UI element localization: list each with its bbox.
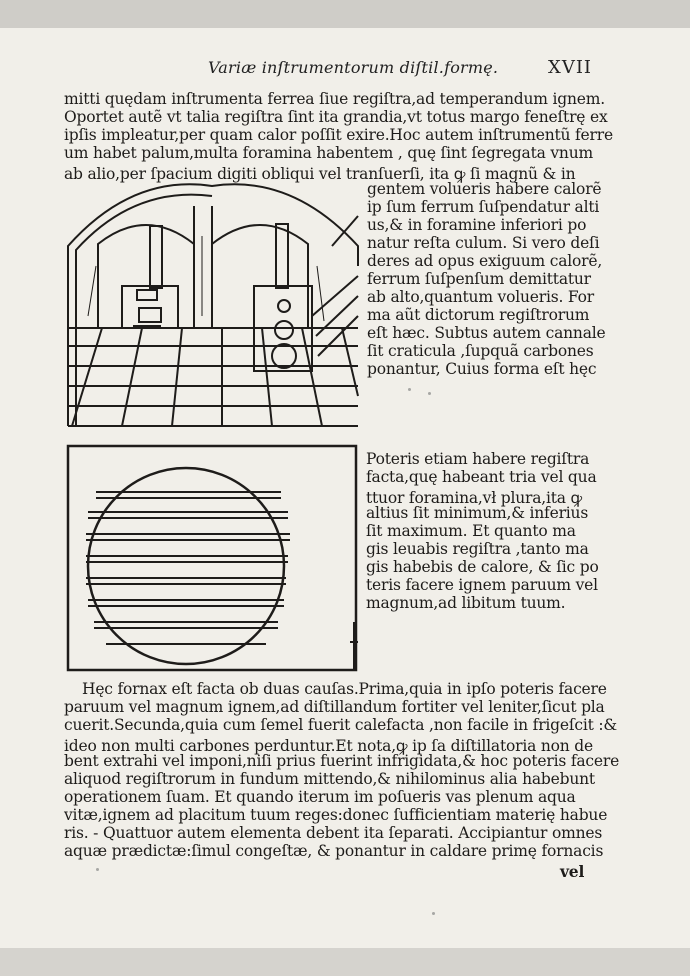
text-line: natur reſta culum. Si vero deſi (367, 234, 600, 252)
text-line: teris facere ignem paruum vel (366, 576, 598, 594)
text-line: gis leuabis regiſtra ,tanto ma (366, 540, 589, 558)
text-line: ſit maximum. Et quanto ma (366, 522, 576, 540)
catchword: vel (560, 862, 585, 881)
text-line: paruum vel magnum ignem,ad diſtillandum fortiter vel leniter,ſicut pla (64, 698, 605, 716)
text-line: deres ad opus exiguum calorẽ, (367, 252, 603, 270)
text-line: magnum,ad libitum tuum. (366, 594, 566, 612)
furnace-woodcut-figure (62, 176, 362, 431)
text-line: um habet palum,multa foramina habentem , quę ſint ſegregata vnum (64, 144, 593, 162)
text-line: ideo non multi carbones perduntur.Et nota,ꝙ ip ſa diſtillatoria non de (64, 737, 593, 755)
text-line: altius ſit minimum,& inferius (366, 504, 589, 522)
running-title: Variæ inſtrumentorum diſtil.formę. (208, 58, 499, 77)
page-edge (0, 948, 690, 976)
ink-speck (96, 868, 99, 871)
text-line: gis habebis de calore, & ſic po (366, 558, 599, 576)
folio-number: XVII (548, 57, 593, 78)
text-line: Oportet autẽ vt talia regiſtra ſint ita grandia,vt totus margo feneſtrę ex (64, 108, 608, 126)
ink-speck (428, 392, 431, 395)
text-line: bent extrahi vel imponi,niſi prius fuerint infrigidata,& hoc poteris facere (64, 752, 620, 770)
text-line: aquæ prædictæ:ſimul congeſtæ, & ponantur in caldare primę fornacis (64, 842, 604, 860)
text-line: facta,quę habeant tria vel qua (366, 468, 597, 486)
text-line: us,& in foramine inferiori po (367, 216, 587, 234)
text-line: Hęc fornax eſt facta ob duas cauſas.Prima,quia in ipſo poteris facere (82, 680, 607, 698)
text-line: vitæ,ignem ad placitum tuum reges:donec ſufficientiam materię habue (64, 806, 608, 824)
page-header (0, 58, 690, 82)
text-line: Poteris etiam habere regiſtra (366, 450, 590, 468)
round-grate-woodcut-figure (66, 442, 358, 674)
text-line: ipſis impleatur,per quam calor poſſit exire.Hoc autem inſtrumentũ ferre (64, 126, 613, 144)
text-line: ab alto,quantum volueris. For (367, 288, 594, 306)
text-line: ip ſum ferrum ſuſpendatur alti (367, 198, 600, 216)
text-line: ſit craticula ,ſupquã carbones (367, 342, 594, 360)
text-line: ab alio,per ſpacium digiti obliqui vel tranſuerſi, ita ꝙ ſi magnũ & in (64, 165, 576, 183)
ink-speck (432, 912, 435, 915)
text-line: operationem ſuam. Et quando iterum im poſueris vas plenum aqua (64, 788, 576, 806)
ink-speck (408, 388, 411, 391)
text-line: ferrum ſuſpenſum demittatur (367, 270, 591, 288)
text-line: ttuor foramina,vł plura,ita ꝙ (366, 489, 582, 507)
text-line: gentem volueris habere calorẽ (367, 180, 602, 198)
text-line: ma aũt dictorum regiſtrorum (367, 306, 590, 324)
text-line: ponantur, Cuius forma eſt hęc (367, 360, 597, 378)
text-line: ris. - Quattuor autem elementa debent ita ſeparati. Accipiantur omnes (64, 824, 603, 842)
text-line: aliquod regiſtrorum in fundum mittendo,& nihilominus alia habebunt (64, 770, 595, 788)
text-line: mitti quędam inſtrumenta ferrea ſiue regiſtra,ad temperandum ignem. (64, 90, 605, 108)
text-line: cuerit.Secunda,quia cum ſemel fuerit calefacta ,non facile in frigeſcit :& (64, 716, 618, 734)
text-line: eſt hæc. Subtus autem cannale (367, 324, 606, 342)
